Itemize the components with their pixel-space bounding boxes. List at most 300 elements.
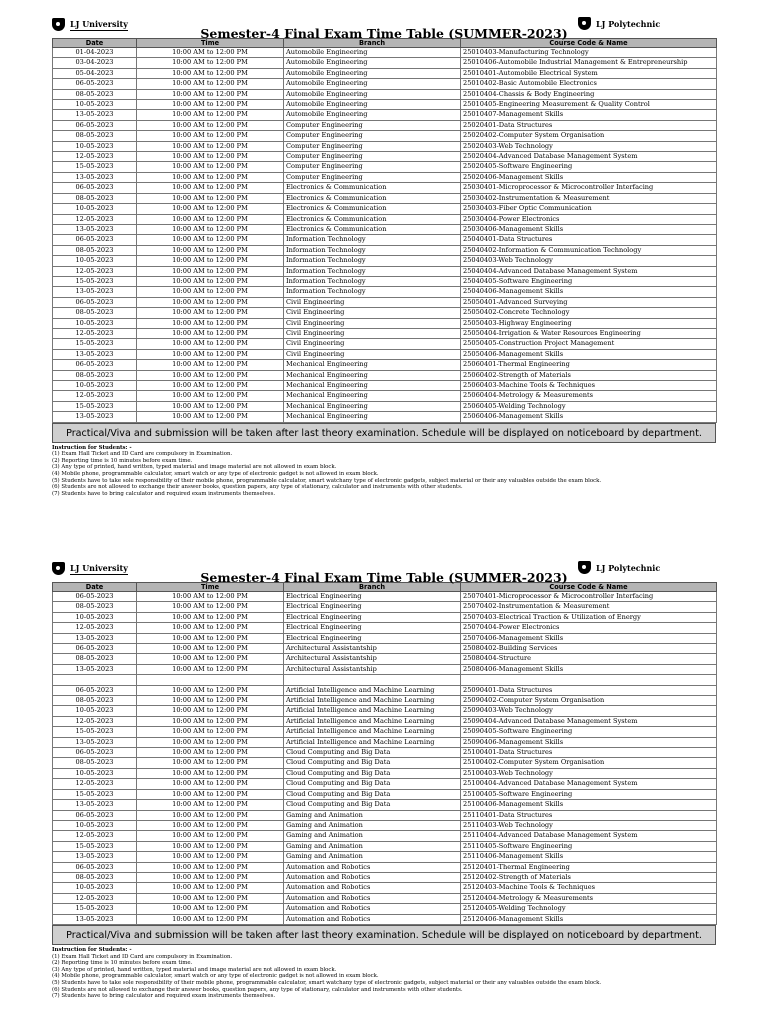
cell-branch: Electrical Engineering <box>284 623 461 633</box>
table-row <box>53 810 717 820</box>
cell-course: 25010402-Basic Automobile Electronics <box>461 79 717 89</box>
cell-branch: Automobile Engineering <box>284 89 461 99</box>
cell-time: 10:00 AM to 12:00 PM <box>137 100 284 110</box>
table-row <box>53 685 717 695</box>
table-row <box>53 48 717 58</box>
cell-course: 25050404-Irrigation & Water Resources Engineering <box>461 328 717 338</box>
cell-date: 13-05-2023 <box>53 172 137 182</box>
cell-course: 25030402-Instrumentation & Measurement <box>461 193 717 203</box>
instruction-item: (6) Students are not allowed to exchange their answer books, question papers, any type of stationary, calculator and instruments with other students. <box>52 986 463 993</box>
cell-date: 13-05-2023 <box>53 412 137 422</box>
cell-branch: Architectural Assistantship <box>284 664 461 674</box>
cell-date: 08-05-2023 <box>53 89 137 99</box>
cell-branch: Electronics & Communication <box>284 193 461 203</box>
table-row <box>53 120 717 130</box>
cell-branch: Cloud Computing and Big Data <box>284 758 461 768</box>
cell-date: 10-05-2023 <box>53 820 137 830</box>
cell-date: 01-04-2023 <box>53 48 137 58</box>
cell-branch: Gaming and Animation <box>284 831 461 841</box>
instruction-item: (2) Reporting time is 10 minutes before exam time. <box>52 960 193 967</box>
table-row <box>53 602 717 612</box>
table-row <box>53 644 717 654</box>
table-row <box>53 664 717 674</box>
table-row <box>53 131 717 141</box>
cell-time: 10:00 AM to 12:00 PM <box>137 758 284 768</box>
cell-time: 10:00 AM to 12:00 PM <box>137 48 284 58</box>
cell-course: 25070401-Microprocessor & Microcontroller Interfacing <box>461 592 717 602</box>
cell-time: 10:00 AM to 12:00 PM <box>137 737 284 747</box>
cell-date: 06-05-2023 <box>53 120 137 130</box>
cell-time: 10:00 AM to 12:00 PM <box>137 360 284 370</box>
cell-time: 10:00 AM to 12:00 PM <box>137 789 284 799</box>
cell-course: 25080402-Building Services <box>461 644 717 654</box>
cell-time: 10:00 AM to 12:00 PM <box>137 183 284 193</box>
instruction-item: (1) Exam Hall Ticket and ID Card are compulsory in Examination. <box>52 451 233 458</box>
cell-branch: Artificial Intelligence and Machine Learning <box>284 706 461 716</box>
cell-course: 25030401-Microprocessor & Microcontroller Interfacing <box>461 183 717 193</box>
table-row <box>53 297 717 307</box>
instruction-item: (6) Students are not allowed to exchange their answer books, question papers, any type of stationary, calculator and instruments with other students. <box>52 484 463 491</box>
cell-date: 15-05-2023 <box>53 727 137 737</box>
cell-course: 25010406-Automobile Industrial Management & Entrepreneurship <box>461 58 717 68</box>
cell-branch: Civil Engineering <box>284 308 461 318</box>
cell-branch: Electronics & Communication <box>284 224 461 234</box>
cell-date: 13-05-2023 <box>53 664 137 674</box>
cell-course: 25100406-Management Skills <box>461 800 717 810</box>
cell-course: 25120403-Machine Tools & Techniques <box>461 883 717 893</box>
cell-time: 10:00 AM to 12:00 PM <box>137 266 284 276</box>
cell-time: 10:00 AM to 12:00 PM <box>137 204 284 214</box>
cell-branch: Civil Engineering <box>284 328 461 338</box>
cell-course: 25050403-Highway Engineering <box>461 318 717 328</box>
table-row <box>53 204 717 214</box>
table-row <box>53 401 717 411</box>
cell-course: 25020406-Management Skills <box>461 172 717 182</box>
cell-time: 10:00 AM to 12:00 PM <box>137 893 284 903</box>
cell-course: 25080406-Management Skills <box>461 664 717 674</box>
cell-course: 25090405-Software Engineering <box>461 727 717 737</box>
instruction-item: (5) Students have to take sole responsibility of their mobile phone, programmable calculator, smart watchany type of electronic gadgets, subject material or their any valuables outside the exam block. <box>52 979 602 986</box>
table-row <box>53 862 717 872</box>
header-course: Course Code & Name <box>461 583 717 592</box>
cell-branch: Automation and Robotics <box>284 904 461 914</box>
table-row <box>53 172 717 182</box>
table-row <box>53 162 717 172</box>
timetable <box>52 38 717 423</box>
cell-time: 10:00 AM to 12:00 PM <box>137 644 284 654</box>
cell-time: 10:00 AM to 12:00 PM <box>137 131 284 141</box>
cell-date: 05-04-2023 <box>53 68 137 78</box>
cell-date: 13-05-2023 <box>53 287 137 297</box>
cell-branch: Information Technology <box>284 245 461 255</box>
cell-branch: Information Technology <box>284 266 461 276</box>
cell-date: 10-05-2023 <box>53 883 137 893</box>
table-row <box>53 89 717 99</box>
cell-time: 10:00 AM to 12:00 PM <box>137 904 284 914</box>
cell-date: 10-05-2023 <box>53 141 137 151</box>
cell-branch: Automobile Engineering <box>284 58 461 68</box>
table-row <box>53 779 717 789</box>
instruction-item: (3) Any type of printed, hand written, typed material and image material are not allowed in exam block. <box>52 464 337 471</box>
cell-time: 10:00 AM to 12:00 PM <box>137 852 284 862</box>
table-row <box>53 914 717 924</box>
table-row <box>53 623 717 633</box>
cell-date: 13-05-2023 <box>53 224 137 234</box>
polytechnic-name: LJ Polytechnic <box>596 18 661 29</box>
cell-course: 25010407-Management Skills <box>461 110 717 120</box>
cell-branch: Artificial Intelligence and Machine Learning <box>284 696 461 706</box>
table-row <box>53 328 717 338</box>
table-row <box>53 820 717 830</box>
cell-course: 25070402-Instrumentation & Measurement <box>461 602 717 612</box>
cell-date: 13-05-2023 <box>53 110 137 120</box>
cell-date: 12-05-2023 <box>53 893 137 903</box>
table-row <box>53 193 717 203</box>
timetable-body <box>53 592 717 925</box>
cell-date: 13-05-2023 <box>53 914 137 924</box>
table-row <box>53 256 717 266</box>
cell-course: 25080404-Structure <box>461 654 717 664</box>
cell-time: 10:00 AM to 12:00 PM <box>137 727 284 737</box>
cell-date: 08-05-2023 <box>53 602 137 612</box>
cell-branch: Automobile Engineering <box>284 79 461 89</box>
cell-date: 08-05-2023 <box>53 193 137 203</box>
cell-time: 10:00 AM to 12:00 PM <box>137 79 284 89</box>
practical-note: Practical/Viva and submission will be taken after last theory examination. Schedule will be displayed on noticeboard by department. <box>52 423 716 443</box>
cell-branch: Information Technology <box>284 235 461 245</box>
cell-course: 25070403-Electrical Traction & Utilization of Energy <box>461 612 717 622</box>
cell-branch: Electrical Engineering <box>284 612 461 622</box>
cell-course: 25040406-Management Skills <box>461 287 717 297</box>
table-row <box>53 893 717 903</box>
instructions-heading: Instruction for Students: - <box>52 444 132 451</box>
cell-date: 08-05-2023 <box>53 872 137 882</box>
table-row <box>53 287 717 297</box>
cell-branch: Automation and Robotics <box>284 862 461 872</box>
cell-course <box>461 675 717 685</box>
cell-time: 10:00 AM to 12:00 PM <box>137 391 284 401</box>
cell-course: 25100405-Software Engineering <box>461 789 717 799</box>
cell-course: 25090403-Web Technology <box>461 706 717 716</box>
timetable-sheet-1 <box>52 14 716 497</box>
cell-time: 10:00 AM to 12:00 PM <box>137 654 284 664</box>
cell-time: 10:00 AM to 12:00 PM <box>137 841 284 851</box>
cell-branch: Electronics & Communication <box>284 204 461 214</box>
cell-date: 10-05-2023 <box>53 381 137 391</box>
cell-date: 13-05-2023 <box>53 852 137 862</box>
cell-date: 08-05-2023 <box>53 131 137 141</box>
cell-branch: Civil Engineering <box>284 339 461 349</box>
cell-date: 08-05-2023 <box>53 370 137 380</box>
cell-date: 06-05-2023 <box>53 183 137 193</box>
cell-date: 06-05-2023 <box>53 810 137 820</box>
cell-date: 13-05-2023 <box>53 633 137 643</box>
cell-course: 25060403-Machine Tools & Techniques <box>461 381 717 391</box>
cell-branch: Gaming and Animation <box>284 820 461 830</box>
cell-date: 10-05-2023 <box>53 318 137 328</box>
cell-course: 25100404-Advanced Database Management System <box>461 779 717 789</box>
cell-course: 25110406-Management Skills <box>461 852 717 862</box>
cell-time: 10:00 AM to 12:00 PM <box>137 318 284 328</box>
cell-branch: Computer Engineering <box>284 152 461 162</box>
cell-branch: Mechanical Engineering <box>284 360 461 370</box>
cell-date: 06-05-2023 <box>53 644 137 654</box>
instruction-item: (3) Any type of printed, hand written, typed material and image material are not allowed in exam block. <box>52 966 337 973</box>
timetable-sheet-2 <box>52 558 716 1000</box>
cell-branch: Electrical Engineering <box>284 602 461 612</box>
sheet-header <box>52 558 716 585</box>
cell-date: 06-05-2023 <box>53 592 137 602</box>
cell-date: 15-05-2023 <box>53 401 137 411</box>
cell-time: 10:00 AM to 12:00 PM <box>137 276 284 286</box>
cell-date: 10-05-2023 <box>53 768 137 778</box>
cell-course: 25050401-Advanced Surveying <box>461 297 717 307</box>
cell-time: 10:00 AM to 12:00 PM <box>137 831 284 841</box>
cell-date: 08-05-2023 <box>53 758 137 768</box>
cell-branch: Mechanical Engineering <box>284 401 461 411</box>
polytechnic-name: LJ Polytechnic <box>596 562 661 573</box>
cell-branch: Automation and Robotics <box>284 872 461 882</box>
cell-branch: Mechanical Engineering <box>284 391 461 401</box>
table-row <box>53 360 717 370</box>
cell-date: 08-05-2023 <box>53 245 137 255</box>
cell-branch: Artificial Intelligence and Machine Learning <box>284 727 461 737</box>
cell-date: 13-05-2023 <box>53 800 137 810</box>
cell-branch: Automation and Robotics <box>284 893 461 903</box>
table-row <box>53 308 717 318</box>
cell-date: 12-05-2023 <box>53 623 137 633</box>
cell-time: 10:00 AM to 12:00 PM <box>137 716 284 726</box>
instruction-item: (7) Students have to bring calculator and required exam instruments themselves. <box>52 490 276 497</box>
cell-time: 10:00 AM to 12:00 PM <box>137 349 284 359</box>
instruction-item: (5) Students have to take sole responsibility of their mobile phone, programmable calculator, smart watchany type of electronic gadgets, subject material or their any valuables outside the exam block. <box>52 477 602 484</box>
cell-course: 25030406-Management Skills <box>461 224 717 234</box>
table-row <box>53 612 717 622</box>
cell-date: 12-05-2023 <box>53 831 137 841</box>
cell-time: 10:00 AM to 12:00 PM <box>137 664 284 674</box>
cell-branch: Automobile Engineering <box>284 48 461 58</box>
cell-course: 25040403-Web Technology <box>461 256 717 266</box>
table-row <box>53 100 717 110</box>
table-row <box>53 852 717 862</box>
cell-time: 10:00 AM to 12:00 PM <box>137 748 284 758</box>
cell-branch: Artificial Intelligence and Machine Learning <box>284 685 461 695</box>
cell-branch: Electronics & Communication <box>284 214 461 224</box>
cell-branch: Gaming and Animation <box>284 852 461 862</box>
cell-course: 25120402-Strength of Materials <box>461 872 717 882</box>
cell-branch: Computer Engineering <box>284 131 461 141</box>
cell-course: 25040402-Information & Communication Technology <box>461 245 717 255</box>
cell-time: 10:00 AM to 12:00 PM <box>137 779 284 789</box>
cell-branch: Architectural Assistantship <box>284 644 461 654</box>
cell-course: 25100403-Web Technology <box>461 768 717 778</box>
cell-date <box>53 675 137 685</box>
cell-course: 25090404-Advanced Database Management System <box>461 716 717 726</box>
cell-time: 10:00 AM to 12:00 PM <box>137 810 284 820</box>
cell-time: 10:00 AM to 12:00 PM <box>137 914 284 924</box>
table-row <box>53 748 717 758</box>
university-name: LJ University <box>70 18 128 29</box>
cell-branch: Architectural Assistantship <box>284 654 461 664</box>
cell-date: 06-05-2023 <box>53 748 137 758</box>
table-row <box>53 696 717 706</box>
cell-date: 06-05-2023 <box>53 685 137 695</box>
cell-branch: Cloud Computing and Big Data <box>284 748 461 758</box>
instruction-item: (4) Mobile phone, programmable calculator, smart watch or any type of electronic gadget is not allowed in exam block. <box>52 471 379 477</box>
cell-course: 25110403-Web Technology <box>461 820 717 830</box>
table-row <box>53 339 717 349</box>
cell-branch: Automobile Engineering <box>284 110 461 120</box>
cell-date: 15-05-2023 <box>53 276 137 286</box>
page-title: Semester-4 Final Exam Time Table (SUMMER-2023) <box>200 570 568 585</box>
cell-branch: Automation and Robotics <box>284 914 461 924</box>
cell-time: 10:00 AM to 12:00 PM <box>137 883 284 893</box>
cell-date: 08-05-2023 <box>53 654 137 664</box>
lj-polytechnic-logo <box>578 17 660 30</box>
cell-date: 15-05-2023 <box>53 789 137 799</box>
table-row <box>53 370 717 380</box>
page-title: Semester-4 Final Exam Time Table (SUMMER-2023) <box>200 26 568 41</box>
cell-course: 25120401-Thermal Engineering <box>461 862 717 872</box>
cell-branch: Electrical Engineering <box>284 633 461 643</box>
header-branch: Branch <box>284 39 461 48</box>
header-branch: Branch <box>284 583 461 592</box>
table-row <box>53 266 717 276</box>
cell-course: 25060405-Welding Technology <box>461 401 717 411</box>
cell-course: 25110401-Data Structures <box>461 810 717 820</box>
cell-date: 06-05-2023 <box>53 297 137 307</box>
cell-time: 10:00 AM to 12:00 PM <box>137 768 284 778</box>
cell-date: 15-05-2023 <box>53 904 137 914</box>
table-row <box>53 758 717 768</box>
table-row <box>53 633 717 643</box>
table-row <box>53 716 717 726</box>
timetable <box>52 582 717 925</box>
cell-course: 25120404-Metrology & Measurements <box>461 893 717 903</box>
cell-branch: Information Technology <box>284 256 461 266</box>
table-row <box>53 349 717 359</box>
cell-time: 10:00 AM to 12:00 PM <box>137 245 284 255</box>
cell-course: 25060404-Metrology & Measurements <box>461 391 717 401</box>
cell-course: 25090402-Computer System Organisation <box>461 696 717 706</box>
table-row <box>53 592 717 602</box>
cell-time: 10:00 AM to 12:00 PM <box>137 152 284 162</box>
cell-branch: Civil Engineering <box>284 318 461 328</box>
table-row <box>53 224 717 234</box>
cell-time: 10:00 AM to 12:00 PM <box>137 401 284 411</box>
cell-branch: Cloud Computing and Big Data <box>284 768 461 778</box>
cell-time: 10:00 AM to 12:00 PM <box>137 256 284 266</box>
practical-note: Practical/Viva and submission will be taken after last theory examination. Schedule will be displayed on noticeboard by department. <box>52 925 716 945</box>
cell-branch: Artificial Intelligence and Machine Learning <box>284 716 461 726</box>
cell-time: 10:00 AM to 12:00 PM <box>137 58 284 68</box>
cell-branch: Gaming and Animation <box>284 841 461 851</box>
cell-time: 10:00 AM to 12:00 PM <box>137 381 284 391</box>
table-row <box>53 58 717 68</box>
header-date: Date <box>53 583 137 592</box>
cell-time: 10:00 AM to 12:00 PM <box>137 592 284 602</box>
instruction-item: (1) Exam Hall Ticket and ID Card are compulsory in Examination. <box>52 953 233 960</box>
cell-time: 10:00 AM to 12:00 PM <box>137 141 284 151</box>
cell-branch: Automation and Robotics <box>284 883 461 893</box>
cell-branch: Cloud Computing and Big Data <box>284 800 461 810</box>
cell-course: 25040404-Advanced Database Management System <box>461 266 717 276</box>
cell-branch: Electronics & Communication <box>284 183 461 193</box>
cell-date: 15-05-2023 <box>53 162 137 172</box>
table-row <box>53 675 717 685</box>
cell-course: 25050405-Construction Project Management <box>461 339 717 349</box>
cell-time: 10:00 AM to 12:00 PM <box>137 308 284 318</box>
cell-date: 10-05-2023 <box>53 256 137 266</box>
cell-course: 25070406-Management Skills <box>461 633 717 643</box>
cell-course: 25020405-Software Engineering <box>461 162 717 172</box>
cell-course: 25060406-Management Skills <box>461 412 717 422</box>
table-row <box>53 737 717 747</box>
table-row <box>53 883 717 893</box>
cell-time <box>137 675 284 685</box>
cell-time: 10:00 AM to 12:00 PM <box>137 162 284 172</box>
cell-time: 10:00 AM to 12:00 PM <box>137 706 284 716</box>
cell-date: 13-05-2023 <box>53 349 137 359</box>
cell-course: 25020402-Computer System Organisation <box>461 131 717 141</box>
header-time: Time <box>137 583 284 592</box>
table-row <box>53 904 717 914</box>
cell-time: 10:00 AM to 12:00 PM <box>137 612 284 622</box>
cell-date: 15-05-2023 <box>53 841 137 851</box>
header-date: Date <box>53 39 137 48</box>
cell-branch <box>284 675 461 685</box>
cell-course: 25050406-Management Skills <box>461 349 717 359</box>
table-row <box>53 768 717 778</box>
cell-branch: Electrical Engineering <box>284 592 461 602</box>
cell-course: 25020404-Advanced Database Management System <box>461 152 717 162</box>
cell-date: 08-05-2023 <box>53 696 137 706</box>
instructions <box>52 445 716 498</box>
cell-date: 06-05-2023 <box>53 360 137 370</box>
cell-course: 25110404-Advanced Database Management System <box>461 831 717 841</box>
cell-course: 25120406-Management Skills <box>461 914 717 924</box>
cell-course: 25030404-Power Electronics <box>461 214 717 224</box>
lj-polytechnic-logo <box>578 561 660 574</box>
cell-course: 25010405-Engineering Measurement & Quality Control <box>461 100 717 110</box>
cell-course: 25030403-Fiber Optic Communication <box>461 204 717 214</box>
instruction-item: (7) Students have to bring calculator and required exam instruments themselves. <box>52 993 276 1000</box>
table-row <box>53 79 717 89</box>
cell-date: 06-05-2023 <box>53 235 137 245</box>
cell-branch: Mechanical Engineering <box>284 381 461 391</box>
cell-time: 10:00 AM to 12:00 PM <box>137 862 284 872</box>
cell-date: 12-05-2023 <box>53 779 137 789</box>
cell-time: 10:00 AM to 12:00 PM <box>137 872 284 882</box>
cell-time: 10:00 AM to 12:00 PM <box>137 339 284 349</box>
crest-icon <box>578 561 591 574</box>
cell-time: 10:00 AM to 12:00 PM <box>137 328 284 338</box>
cell-date: 15-05-2023 <box>53 339 137 349</box>
cell-branch: Gaming and Animation <box>284 810 461 820</box>
cell-time: 10:00 AM to 12:00 PM <box>137 633 284 643</box>
cell-time: 10:00 AM to 12:00 PM <box>137 224 284 234</box>
table-row <box>53 276 717 286</box>
cell-branch: Computer Engineering <box>284 141 461 151</box>
table-row <box>53 152 717 162</box>
cell-course: 25010401-Automobile Electrical System <box>461 68 717 78</box>
cell-date: 12-05-2023 <box>53 328 137 338</box>
cell-date: 10-05-2023 <box>53 706 137 716</box>
table-row <box>53 872 717 882</box>
cell-date: 03-04-2023 <box>53 58 137 68</box>
cell-branch: Cloud Computing and Big Data <box>284 789 461 799</box>
cell-branch: Artificial Intelligence and Machine Learning <box>284 737 461 747</box>
